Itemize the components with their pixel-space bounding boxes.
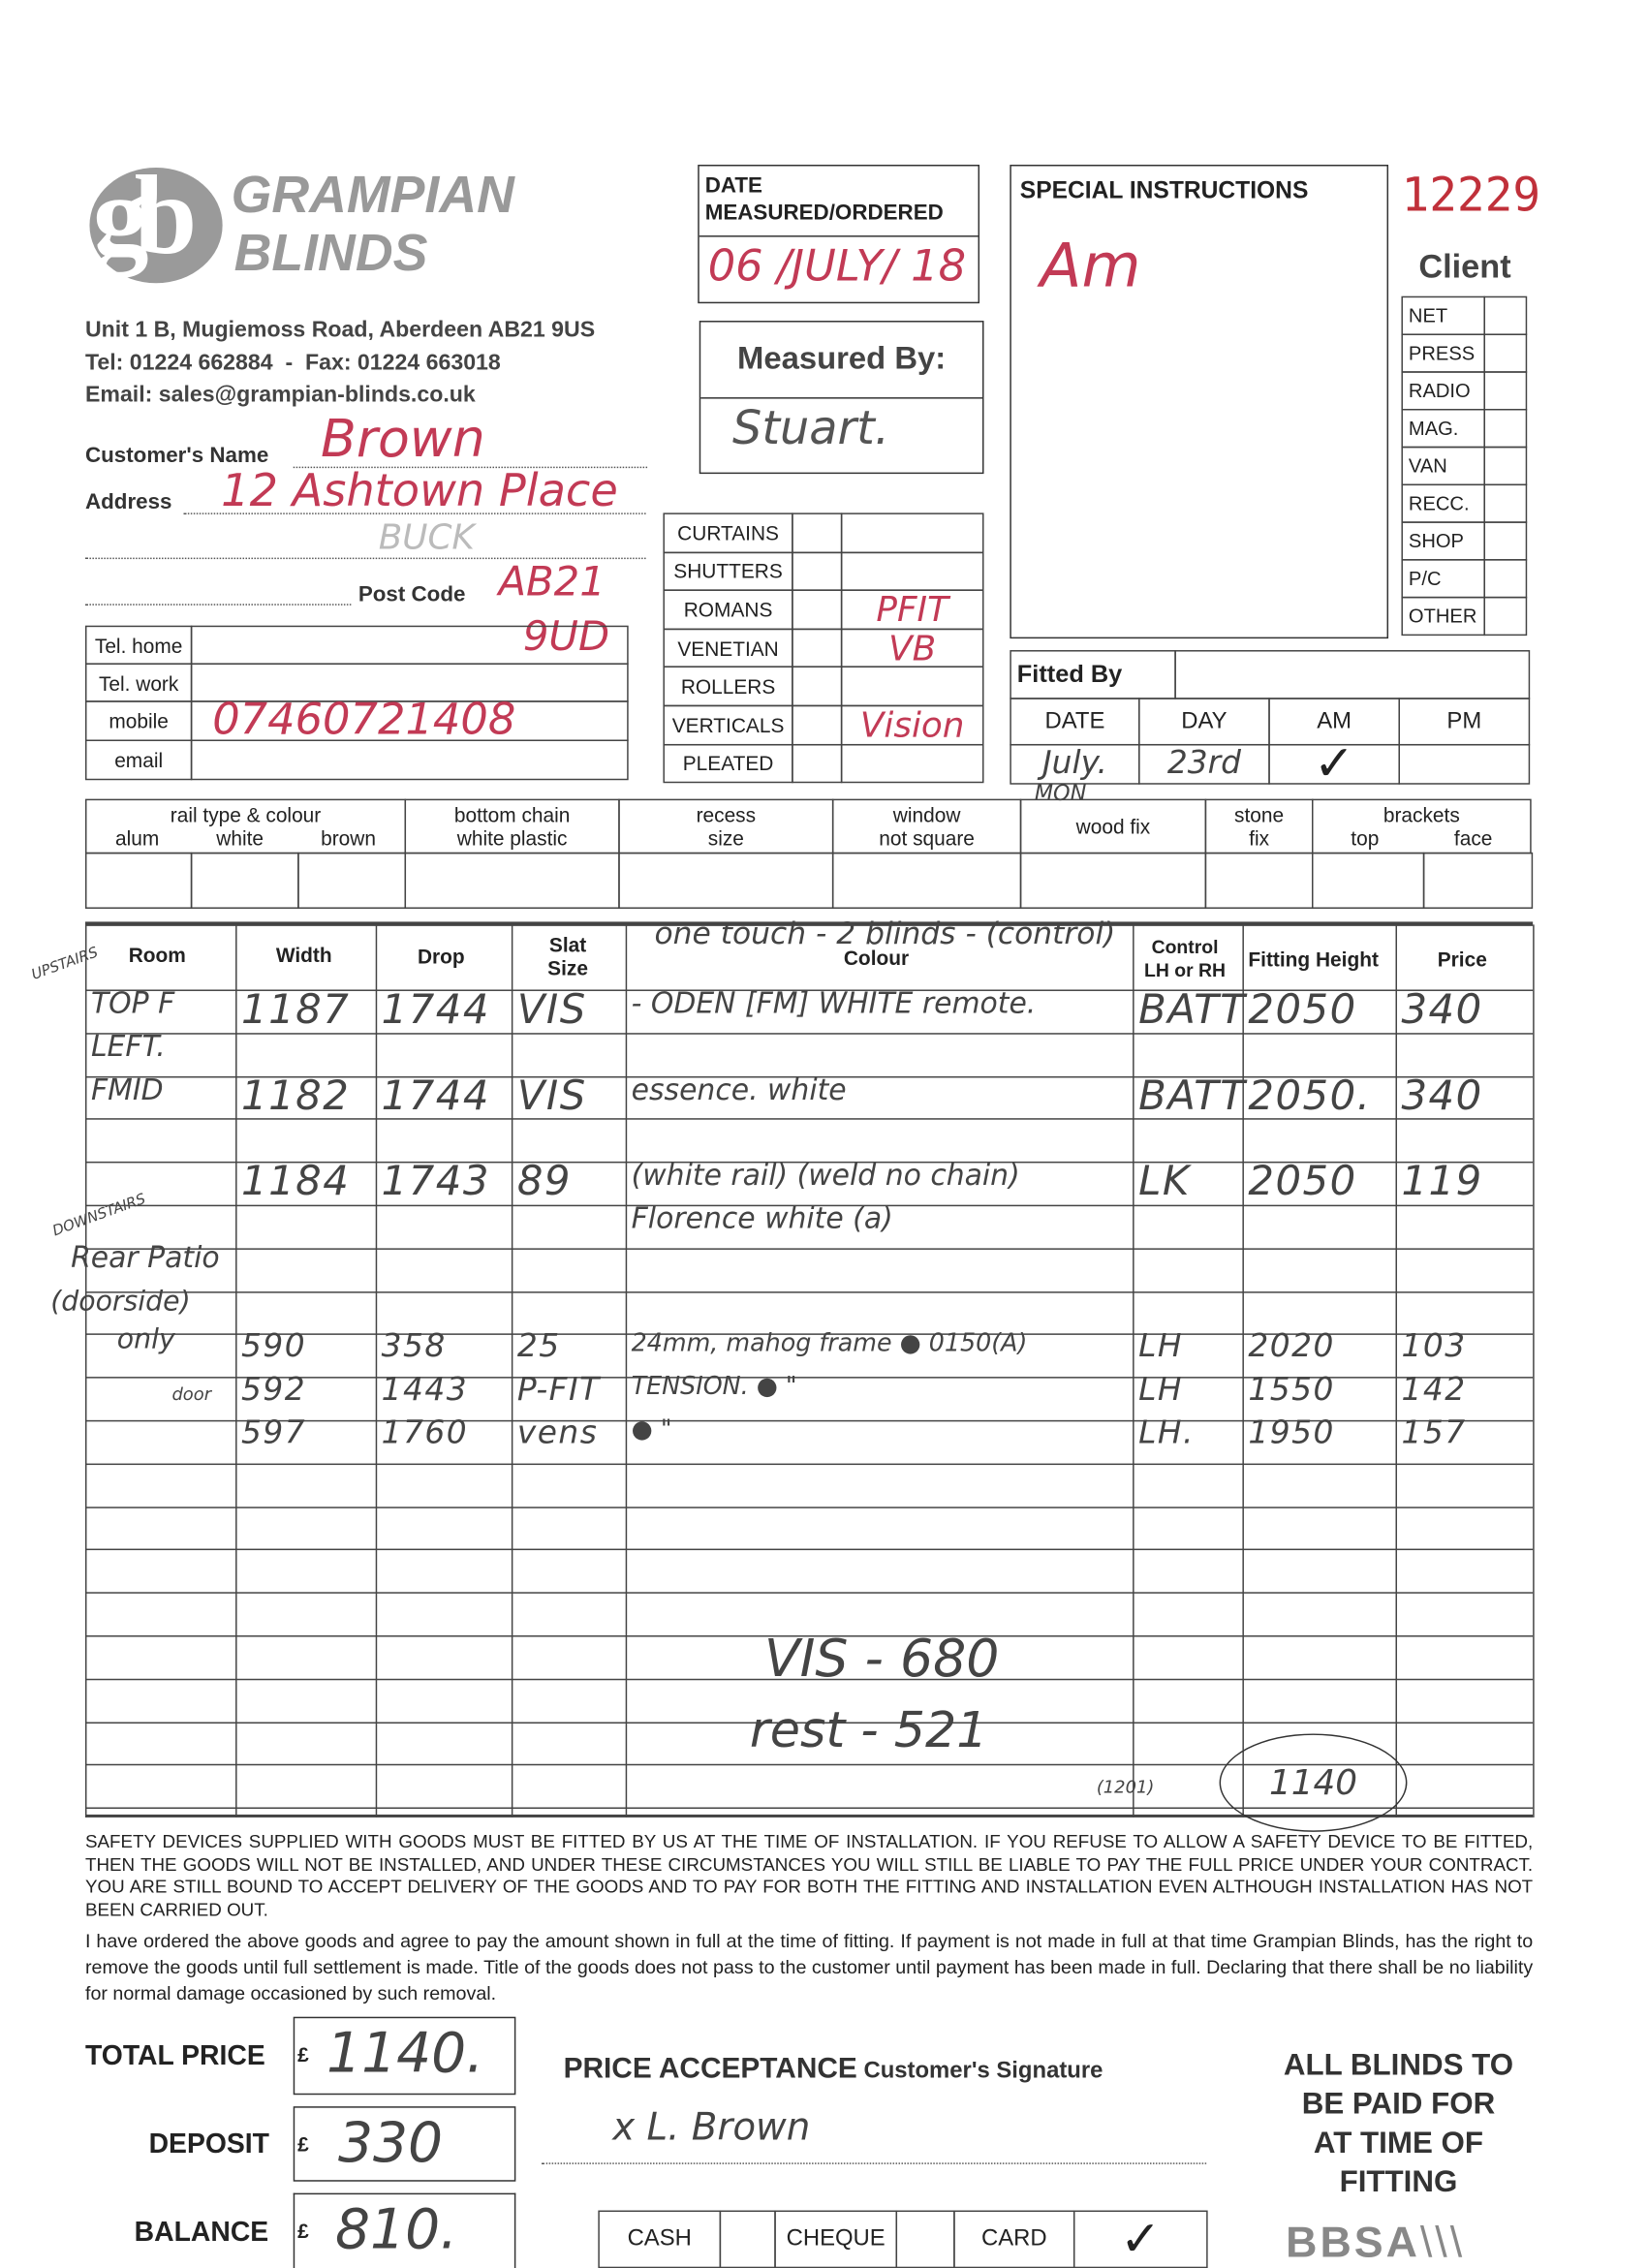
table-row: [85, 1200, 1533, 1244]
fit-pm-value[interactable]: [1398, 744, 1530, 785]
mobile-label: mobile: [85, 700, 192, 741]
cell-colour[interactable]: 24mm, mahog frame ● 0150(A): [631, 1329, 1028, 1359]
cell-control[interactable]: BATT: [1138, 1071, 1247, 1120]
total-price-field[interactable]: [294, 2017, 516, 2096]
total-price-value: 1140.: [326, 2021, 484, 2085]
product-checkbox[interactable]: [792, 628, 842, 668]
cheque-checkbox[interactable]: [896, 2211, 955, 2268]
stone-label: stone: [1234, 803, 1285, 826]
product-types-table: [663, 513, 983, 781]
fit-am-label: AM: [1268, 698, 1400, 745]
cell-fitting[interactable]: 2020: [1248, 1329, 1335, 1366]
product-label-shutters: SHUTTERS: [663, 551, 792, 591]
notice-line-2: BE PAID FOR: [1301, 2087, 1496, 2122]
product-checkbox[interactable]: [792, 743, 842, 783]
bottom-chain-label: bottom chain: [453, 803, 571, 826]
brackets-label: brackets: [1383, 803, 1460, 826]
payment-notice: [1242, 2046, 1554, 2202]
bbsa-text: BBSA: [1286, 2219, 1420, 2267]
product-mark[interactable]: [841, 743, 984, 783]
cheque-label: CHEQUE: [774, 2211, 897, 2268]
payment-method-table: [598, 2211, 1207, 2268]
agreement-text: I have ordered the above goods and agree to pay the amount shown in full at the time of fitting. If payment is not made in full at that time Grampian Blinds, has the right to remove the goods until full settlement is made. Title of the goods does not pass to the customer until payment has been made in full. Declaring that there shall be no liability for normal damage occasioned by such removal.: [84, 1930, 1534, 2004]
client-option-van: VAN: [1401, 447, 1484, 485]
cell-price[interactable]: 340: [1401, 1071, 1483, 1120]
tel-home-field[interactable]: [191, 626, 629, 665]
size-label: size: [707, 825, 744, 850]
control-label: Control: [1151, 936, 1219, 958]
cell-colour[interactable]: essence. white: [631, 1071, 847, 1106]
rear-patio-note: Rear Patio: [71, 1239, 220, 1275]
bbsa-logo: BBSA\\\: [1286, 2219, 1466, 2267]
fit-pm-label: PM: [1398, 698, 1530, 745]
address-line-1[interactable]: 12 Ashtown Place: [221, 465, 618, 517]
client-checkbox[interactable]: [1483, 333, 1527, 372]
wood-fix-header: wood fix: [1020, 799, 1206, 854]
cell-slat[interactable]: VIS: [516, 1071, 587, 1120]
total-price-label: TOTAL PRICE: [84, 2041, 265, 2072]
cell-control[interactable]: LK: [1138, 1157, 1191, 1205]
cell-slat[interactable]: 25: [516, 1329, 561, 1366]
client-label: Client: [1418, 246, 1511, 285]
logo-letters: gb: [92, 151, 183, 278]
row-divider: [85, 1593, 1533, 1594]
product-label-verticals: VERTICALS: [663, 705, 792, 745]
cell-width[interactable]: 590: [241, 1329, 307, 1366]
product-label-venetian: VENETIAN: [663, 628, 792, 668]
client-checkbox[interactable]: [1483, 484, 1527, 523]
measured-by-label: Measured By:: [737, 339, 947, 376]
cell-width[interactable]: 597: [241, 1415, 307, 1452]
cell-drop[interactable]: 1760: [381, 1415, 469, 1452]
subtotal-note: (1201): [1096, 1777, 1155, 1798]
measured-by-value[interactable]: Stuart.: [732, 400, 890, 455]
client-table: [1401, 296, 1527, 636]
company-phone: Tel: 01224 662884 - Fax: 01224 663018: [84, 351, 501, 376]
product-mark[interactable]: Vision: [841, 705, 984, 745]
fittings-table: [85, 799, 1532, 909]
client-option-mag: MAG.: [1401, 409, 1484, 448]
customer-name-label: Customer's Name: [84, 443, 269, 469]
company-email: Email: sales@grampian-blinds.co.uk: [84, 383, 476, 408]
deposit-field[interactable]: [294, 2106, 516, 2182]
notice-line-4: FITTING: [1339, 2165, 1458, 2199]
balance-value: 810.: [334, 2197, 458, 2261]
postcode-1[interactable]: AB21: [498, 557, 606, 606]
window-header: [832, 799, 1021, 854]
cell-width[interactable]: 1184: [241, 1157, 351, 1205]
summary-vis: VIS - 680: [763, 1630, 1000, 1690]
client-checkbox[interactable]: [1483, 447, 1527, 485]
client-option-radio: RADIO: [1401, 371, 1484, 410]
cell-fitting[interactable]: 1550: [1248, 1372, 1335, 1410]
cell-colour[interactable]: - ODEN [FM] WHITE remote.: [631, 984, 1037, 1020]
face-label: face: [1453, 825, 1493, 850]
notice-line-3: AT TIME OF: [1313, 2127, 1484, 2160]
control-header: [1144, 936, 1226, 982]
client-checkbox[interactable]: [1483, 559, 1527, 598]
product-label-pleated: PLEATED: [663, 743, 792, 783]
door-note: door: [171, 1383, 212, 1405]
not-square-label: not square: [879, 825, 975, 850]
cell-price[interactable]: 142: [1401, 1372, 1467, 1410]
date-measured-value[interactable]: 06 /JULY/ 18: [707, 241, 967, 293]
client-option-recc: RECC.: [1401, 484, 1484, 523]
cell-width[interactable]: 1187: [241, 984, 351, 1034]
brackets-header: [1312, 799, 1532, 854]
date-label-1: DATE: [704, 172, 762, 199]
brown-label: brown: [321, 825, 376, 850]
client-checkbox[interactable]: [1483, 521, 1527, 560]
address-label: Address: [84, 489, 172, 514]
special-instructions-label: SPECIAL INSTRUCTIONS: [1019, 177, 1309, 204]
product-label-romans: ROMANS: [663, 590, 792, 630]
fitting-option-field[interactable]: [405, 853, 620, 909]
measurements-table: [29, 916, 1533, 1818]
company-logo: [83, 151, 228, 292]
cash-label: CASH: [598, 2211, 721, 2268]
cell-drop[interactable]: 1443: [381, 1372, 469, 1410]
table-row: [85, 1415, 1533, 1459]
email-label: email: [85, 739, 192, 780]
cell-slat[interactable]: vens: [516, 1415, 599, 1452]
contact-table: [85, 626, 629, 781]
date-measured-box: [698, 165, 979, 303]
cell-price[interactable]: 103: [1401, 1329, 1467, 1366]
product-mark[interactable]: [841, 551, 984, 591]
measured-by-box: [699, 321, 984, 474]
order-number: 12229: [1401, 167, 1541, 223]
table-row: [85, 1071, 1533, 1120]
company-name-2: BLINDS: [233, 222, 428, 282]
product-checkbox[interactable]: [792, 551, 842, 591]
product-checkbox[interactable]: [792, 705, 842, 745]
postcode-2[interactable]: 9UD: [522, 612, 610, 661]
colour-header: Colour: [843, 946, 910, 970]
cell-colour[interactable]: TENSION. ● ": [631, 1372, 797, 1402]
fit-am-check[interactable]: ✓: [1268, 744, 1400, 785]
product-checkbox[interactable]: [792, 590, 842, 630]
cell-fitting[interactable]: 1950: [1248, 1415, 1335, 1452]
downstairs-note: DOWNSTAIRS: [50, 1191, 148, 1240]
company-name-1: GRAMPIAN: [231, 164, 514, 225]
table-row: [85, 1329, 1533, 1373]
rail-type-label: rail type & colour: [170, 803, 322, 826]
only-note: only: [116, 1322, 175, 1355]
client-option-other: OTHER: [1401, 597, 1484, 636]
email-field[interactable]: [191, 739, 629, 780]
product-checkbox[interactable]: [792, 667, 842, 706]
table-row: [85, 1114, 1533, 1158]
fit-date-value[interactable]: July.: [1010, 744, 1139, 785]
lh-rh-label: LH or RH: [1144, 959, 1227, 981]
fitting-option-field[interactable]: [191, 853, 299, 909]
product-checkbox[interactable]: [792, 513, 842, 552]
card-label: CARD: [953, 2211, 1074, 2268]
client-checkbox[interactable]: [1483, 296, 1527, 335]
cell-price[interactable]: 119: [1401, 1157, 1483, 1205]
top-label: top: [1351, 825, 1380, 850]
postcode-label: Post Code: [357, 581, 466, 607]
cell-fitting[interactable]: 2050.: [1248, 1071, 1372, 1120]
special-instructions-box: [1010, 165, 1388, 638]
fit-day-label: DAY: [1138, 698, 1270, 745]
cell-colour[interactable]: Florence white (a): [631, 1200, 893, 1235]
row-divider: [85, 1463, 1533, 1464]
slat-size-header: [547, 933, 588, 979]
cash-checkbox[interactable]: [720, 2211, 776, 2268]
size-label: Size: [547, 956, 588, 980]
cell-control[interactable]: LH.: [1138, 1415, 1195, 1452]
deposit-label: DEPOSIT: [148, 2129, 269, 2160]
cell-drop[interactable]: 1744: [381, 984, 490, 1034]
cell-control[interactable]: LH: [1138, 1329, 1184, 1366]
bottom-chain-header: [405, 799, 620, 854]
alum-label: alum: [114, 825, 160, 850]
notice-line-1: ALL BLINDS TO: [1283, 2048, 1514, 2082]
price-acceptance-title: PRICE ACCEPTANCE: [563, 2052, 857, 2085]
cell-width[interactable]: 1182: [241, 1071, 351, 1120]
balance-label: BALANCE: [134, 2217, 269, 2249]
client-checkbox[interactable]: [1483, 597, 1527, 636]
client-option-net: NET: [1401, 296, 1484, 335]
width-header: Width: [275, 943, 332, 967]
cell-drop[interactable]: 358: [381, 1329, 447, 1366]
mobile-field[interactable]: 07460721408: [191, 700, 629, 741]
fit-day-value[interactable]: 23rd: [1138, 744, 1270, 785]
cell-colour[interactable]: (white rail) (weld no chain): [631, 1157, 1020, 1193]
cell-control[interactable]: LH: [1138, 1372, 1184, 1410]
fitting-option-field[interactable]: [85, 853, 192, 909]
cell-slat[interactable]: P-FIT: [516, 1372, 601, 1410]
upstairs-note: UPSTAIRS: [29, 945, 101, 984]
signature-label: Customer's Signature: [863, 2058, 1103, 2084]
cell-room[interactable]: LEFT.: [90, 1028, 166, 1064]
currency-symbol: £: [297, 2042, 309, 2066]
stone-fix-header: [1205, 799, 1314, 854]
product-mark[interactable]: [841, 667, 984, 706]
customer-signature[interactable]: x L. Brown: [612, 2106, 811, 2150]
fitting-option-field[interactable]: [618, 853, 833, 909]
price-header: Price: [1437, 948, 1487, 972]
safety-notice: SAFETY DEVICES SUPPLIED WITH GOODS MUST BE FITTED BY US AT THE TIME OF INSTALLATION. IF YOU REFUSE TO ALLOW A SAFETY DEVICE TO BE FITTED, THEN THE GOODS WILL NOT BE INSTALLED, AND UNDER THESE CIRCUMSTANCES YOU WILL STILL BE LIABLE TO PAY THE FULL PRICE UNDER YOUR CONTRACT. YOU ARE STILL BOUND TO ACCEPT DELIVERY OF THE GOODS AND TO PAY FOR BOTH THE FITTING AND INSTALLATION EVEN ALTHOUGH INSTALLATION HAS NOT BEEN CARRIED OUT.: [84, 1831, 1534, 1920]
fitting-option-field[interactable]: [1423, 853, 1533, 909]
client-option-pc: P/C: [1401, 559, 1484, 598]
cell-room[interactable]: FMID: [90, 1071, 164, 1106]
room-header: Room: [128, 943, 186, 967]
doorside-note: (doorside): [50, 1286, 191, 1318]
fitting-option-field[interactable]: [1312, 853, 1424, 909]
company-address: Unit 1 B, Mugiemoss Road, Aberdeen AB21 9US: [84, 318, 596, 343]
row-divider: [85, 1291, 1533, 1292]
cell-price[interactable]: 340: [1401, 984, 1483, 1034]
client-option-press: PRESS: [1401, 333, 1484, 372]
currency-symbol: £: [297, 2219, 309, 2243]
fitted-by-label: Fitted By: [1010, 650, 1175, 699]
address-line-2[interactable]: BUCK: [378, 516, 475, 558]
fit-date-label: DATE: [1010, 698, 1139, 745]
price-acceptance: [564, 2053, 1103, 2086]
drop-header: Drop: [417, 945, 465, 969]
client-checkbox[interactable]: [1483, 409, 1527, 448]
product-mark[interactable]: [841, 513, 984, 552]
date-label-2: MEASURED/ORDERED: [704, 201, 944, 226]
table-row: [85, 1157, 1533, 1205]
deposit-value: 330: [337, 2110, 444, 2175]
cell-colour[interactable]: ● ": [631, 1415, 672, 1445]
fitting-option-field[interactable]: [1020, 853, 1206, 909]
tel-work-label: Tel. work: [85, 663, 192, 701]
cell-price[interactable]: 157: [1401, 1415, 1467, 1452]
fitted-by-table: [1010, 650, 1530, 793]
card-checkbox[interactable]: ✓: [1073, 2211, 1208, 2268]
cell-room[interactable]: TOP F: [90, 984, 175, 1020]
cell-drop[interactable]: 1744: [381, 1071, 490, 1120]
cell-width[interactable]: 592: [241, 1372, 307, 1410]
fit-day-note: MON: [1034, 780, 1087, 807]
colour-note: one touch - 2 blinds - (control): [654, 916, 1116, 951]
cell-fitting[interactable]: 2050: [1248, 984, 1357, 1034]
fitting-option-field[interactable]: [297, 853, 406, 909]
cell-drop[interactable]: 1743: [381, 1157, 490, 1205]
cell-slat[interactable]: VIS: [516, 984, 587, 1034]
table-row: [85, 984, 1533, 1034]
white-label: white: [216, 825, 264, 850]
special-instructions-value[interactable]: Am: [1040, 230, 1141, 301]
fix-label: fix: [1249, 825, 1270, 850]
product-mark[interactable]: PFIT: [841, 590, 984, 630]
table-row: [85, 1373, 1533, 1416]
rail-type-header: [85, 799, 406, 854]
fitted-by-field[interactable]: [1174, 650, 1530, 699]
product-mark[interactable]: VB: [841, 628, 984, 668]
window-label: window: [892, 803, 961, 826]
product-label-curtains: CURTAINS: [663, 513, 792, 552]
white-plastic-label: white plastic: [456, 825, 568, 850]
fitting-option-field[interactable]: [832, 853, 1021, 909]
customer-name[interactable]: Brown: [321, 410, 485, 470]
recess-header: [618, 799, 833, 854]
table-row: [85, 1244, 1533, 1288]
summary-rest: rest - 521: [749, 1701, 988, 1760]
circled-total: 1140: [1220, 1733, 1408, 1831]
currency-symbol: £: [297, 2132, 309, 2156]
table-row: [85, 1028, 1533, 1072]
cell-slat[interactable]: 89: [516, 1157, 572, 1205]
fitting-height-header: Fitting Height: [1248, 948, 1379, 972]
slat-label: Slat: [548, 933, 587, 957]
client-option-shop: SHOP: [1401, 521, 1484, 560]
balance-field[interactable]: [294, 2193, 516, 2268]
fitting-option-field[interactable]: [1205, 853, 1314, 909]
product-label-rollers: ROLLERS: [663, 667, 792, 706]
cell-control[interactable]: BATT: [1138, 984, 1247, 1034]
row-divider: [85, 1549, 1533, 1550]
cell-fitting[interactable]: 2050: [1248, 1157, 1357, 1205]
column-divider: [1533, 924, 1534, 1818]
recess-label: recess: [696, 803, 757, 826]
client-checkbox[interactable]: [1483, 371, 1527, 410]
tel-home-label: Tel. home: [85, 626, 192, 665]
